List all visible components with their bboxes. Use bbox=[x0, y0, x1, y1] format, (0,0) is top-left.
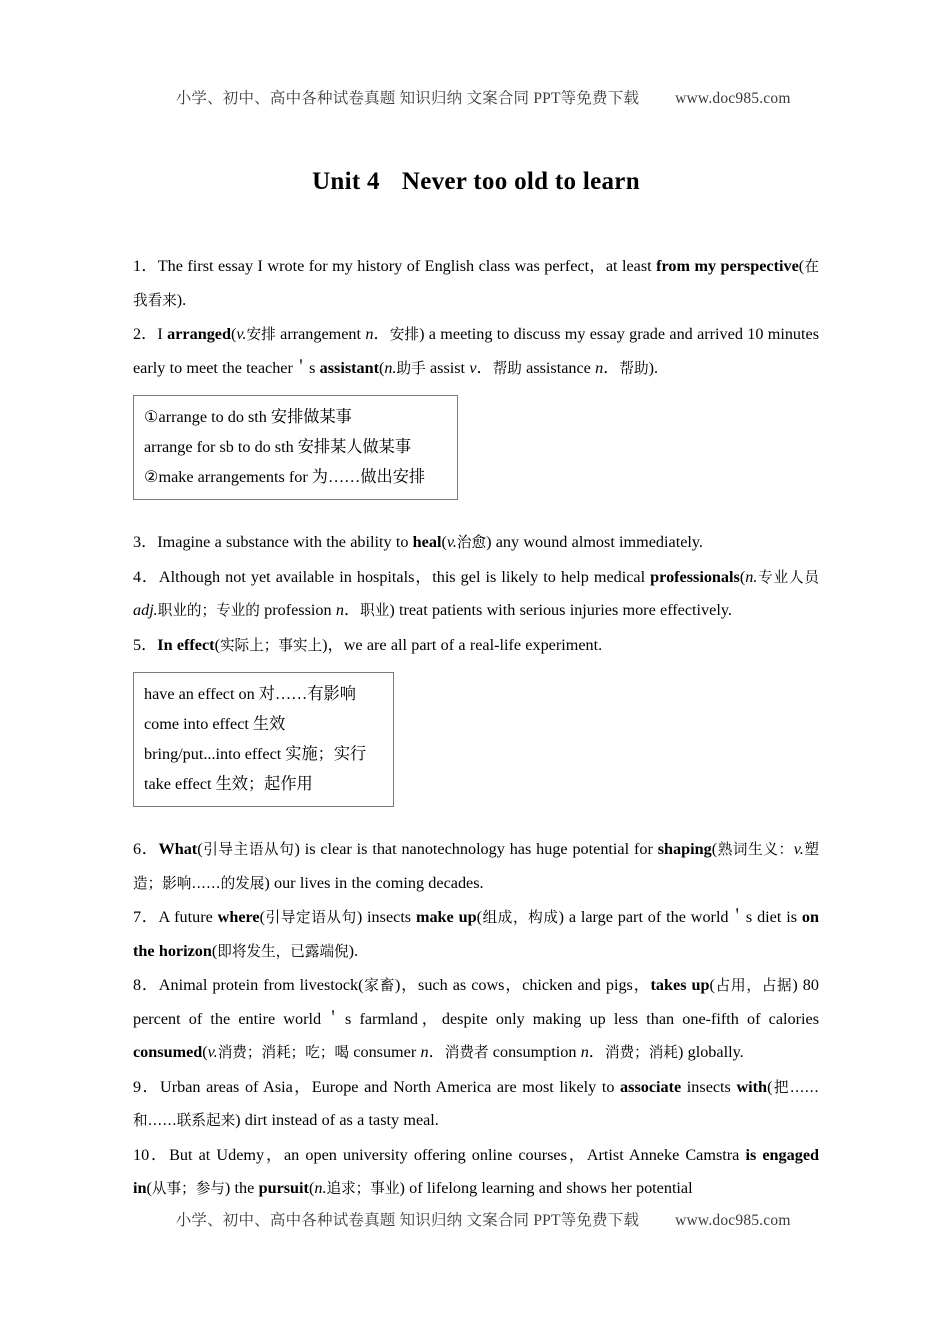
list-item-number: 2． bbox=[133, 325, 158, 343]
list-item-number: 7． bbox=[133, 908, 159, 926]
list-item bbox=[133, 561, 819, 628]
list-item-text: Animal protein from livestock(家畜)，such as cows，chicken and pigs，takes up(占用，占据) 80 percent of the entire world＇s farmland，despite only making up less than one-fifth of calories consumed(v.消费；消耗；吃；喝 consumer n．消费者 consumption n．消费；消耗) globally. bbox=[133, 976, 819, 1061]
footer-watermark-text: 小学、初中、高中各种试卷真题 知识归纳 文案合同 PPT等免费下载 bbox=[175, 1212, 640, 1229]
list-item-number: 8． bbox=[133, 976, 159, 994]
list-item-number: 5． bbox=[133, 635, 158, 654]
note-line: have an effect on 对……有影响 bbox=[144, 685, 356, 703]
list-item-number: 9． bbox=[133, 1077, 161, 1096]
note-line: arrange for sb to do sth 安排某人做某事 bbox=[144, 438, 412, 456]
note-line: come into effect 生效 bbox=[144, 715, 286, 733]
list-item bbox=[133, 526, 819, 560]
footer-watermark-url: www.doc985.com bbox=[675, 1212, 791, 1229]
list-item-number: 10． bbox=[133, 1145, 170, 1164]
list-item-text: A future where(引导定语从句) insects make up(组成，构成) a large part of the world＇s diet is on the horizon(即将发生，已露端倪). bbox=[133, 908, 819, 960]
title-unit: Unit 4 bbox=[312, 168, 380, 195]
note-line: ①arrange to do sth 安排做某事 bbox=[144, 408, 352, 426]
list-item-text: But at Udemy，an open university offering online courses，Artist Anneke Camstra is engaged in(从事；参与) the pursuit(n.追求；事业) of lifelong learning and shows her potential bbox=[133, 1145, 820, 1197]
list-item bbox=[133, 901, 819, 968]
note-box-arrange bbox=[133, 395, 458, 500]
header-watermark-url: www.doc985.com bbox=[675, 90, 791, 107]
note-box-effect bbox=[133, 672, 394, 807]
note-line: take effect 生效；起作用 bbox=[144, 775, 313, 793]
note-line: ②make arrangements for 为……做出安排 bbox=[144, 468, 426, 486]
spacer bbox=[133, 512, 819, 526]
list-item bbox=[133, 1071, 819, 1138]
spacer bbox=[133, 819, 819, 833]
list-item-number: 3． bbox=[133, 533, 158, 551]
header-watermark-text: 小学、初中、高中各种试卷真题 知识归纳 文案合同 PPT等免费下载 bbox=[175, 90, 640, 107]
page-title bbox=[133, 168, 819, 196]
list-item bbox=[133, 969, 819, 1070]
list-item-text: In effect(实际上；事实上)，we are all part of a real-life experiment. bbox=[157, 635, 603, 654]
list-item-text: Although not yet available in hospitals，this gel is likely to help medical professionals(n.专业人员 adj.职业的；专业的 profession n．职业) treat patients with serious injuries more effectively. bbox=[133, 567, 819, 619]
sentence-list bbox=[133, 250, 819, 1206]
footer-watermark bbox=[0, 1190, 950, 1248]
list-item-number: 4． bbox=[133, 567, 159, 586]
list-item bbox=[133, 318, 819, 385]
list-item bbox=[133, 833, 819, 900]
header-watermark bbox=[0, 68, 950, 126]
list-item-number: 1． bbox=[133, 257, 158, 275]
list-item-text: What(引导主语从句) is clear is that nanotechnology has huge potential for shaping(熟词生义：v.塑造；影响……的发展) our lives in the coming decades. bbox=[133, 840, 819, 892]
note-line: bring/put...into effect 实施；实行 bbox=[144, 745, 367, 763]
list-item-text: I arranged(v.安排 arrangement n．安排) a meeting to discuss my essay grade and arrived 10 minutes early to meet the teacher＇s assistant(n.助手 assist v．帮助 assistance n．帮助). bbox=[133, 325, 819, 377]
list-item bbox=[133, 250, 819, 317]
list-item-number: 6． bbox=[133, 840, 159, 858]
title-name: Never too old to learn bbox=[401, 168, 640, 195]
list-item-text: Imagine a substance with the ability to heal(v.治愈) any wound almost immediately. bbox=[157, 533, 703, 551]
list-item-text: Urban areas of Asia，Europe and North America are most likely to associate insects with(把……和……联系起来) dirt instead of as a tasty meal. bbox=[133, 1077, 819, 1129]
list-item-text: The first essay I wrote for my history of English class was perfect，at least from my perspective(在我看来). bbox=[133, 257, 819, 309]
list-item bbox=[133, 629, 819, 663]
